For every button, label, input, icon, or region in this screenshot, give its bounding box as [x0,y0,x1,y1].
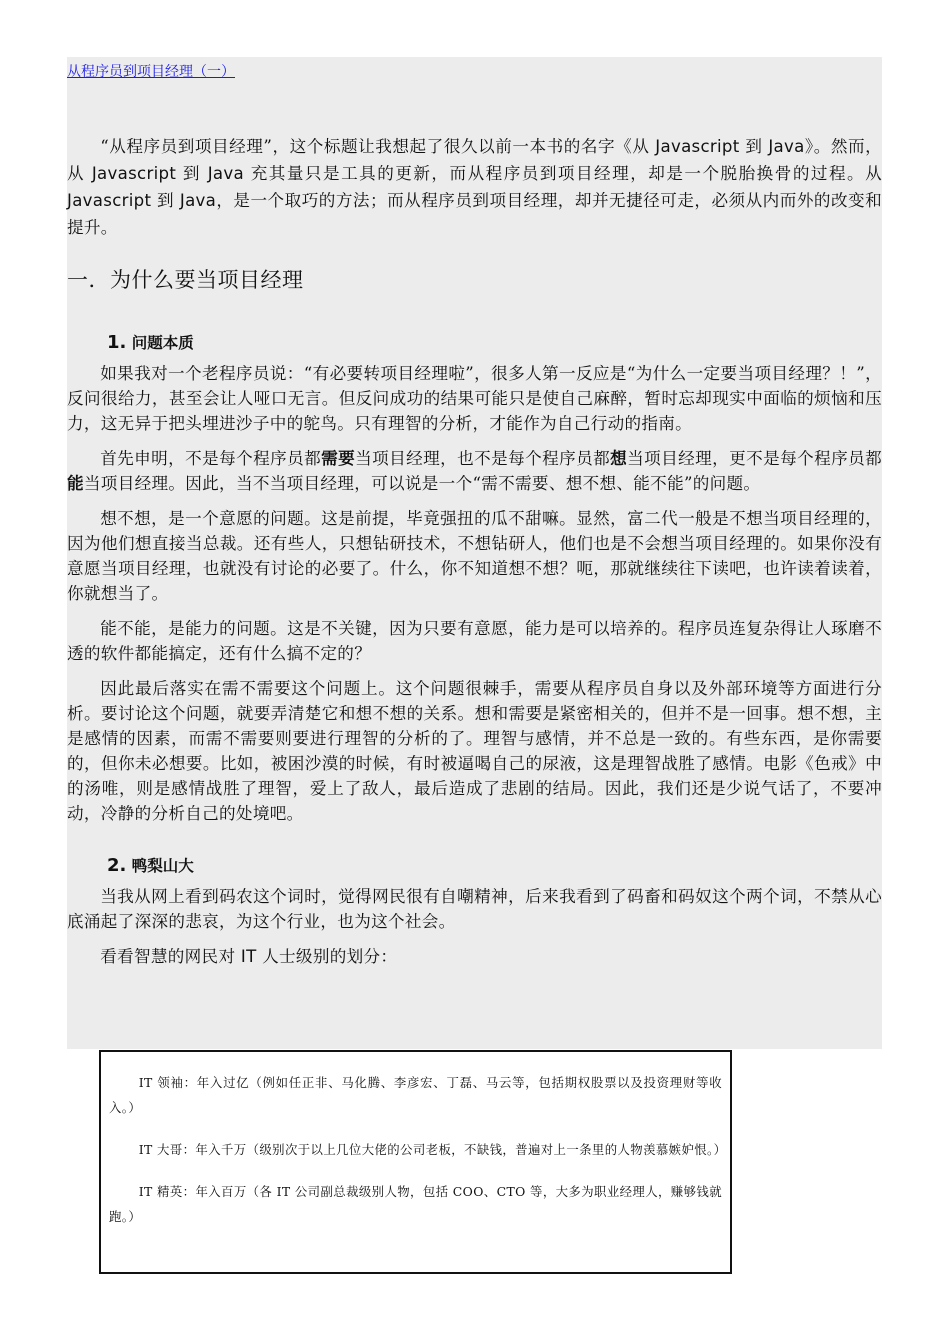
body-paragraph: 能不能，是能力的问题。这是不关键，因为只要有意愿，能力是可以培养的。程序员连复杂得让人琢磨不透的软件都能搞定，还有什么搞不定的？ [67,619,882,663]
quote-item: IT 精英：年入百万（各 IT 公司副总裁级别人物，包括 COO、CTO 等，大多为职业经理人，赚够钱就跑。） [109,1184,722,1224]
article-title-link[interactable]: 从程序员到项目经理（一） [67,64,235,80]
subsection-heading-2: 2. 鸭梨山大 [107,855,194,876]
subsection-heading-1: 1. 问题本质 [107,332,194,353]
it-level-quote-box [99,1050,732,1274]
body-paragraph: 看看智慧的网民对 IT 人士级别的划分： [100,947,398,966]
document-body [67,57,882,969]
body-paragraph: 因此最后落实在需不需要这个问题上。这个问题很棘手，需要从程序员自身以及外部环境等方面进行分析。要讨论这个问题，就要弄清楚它和想不想的关系。想和需要是紧密相关的，但并不是一回事。想不想，主是感情的因素，而需不需要则要进行理智的分析的了。理智与感情，并不总是一致的。有些东西，是你需要的，但你未必想要。比如，被困沙漠的时候，有时被逼喝自己的尿液，这是理智战胜了感情。电影《色戒》中的汤唯，则是感情战胜了理智，爱上了敌人，最后造成了悲剧的结局。因此，我们还是少说气话了，不要冲动，冷静的分析自己的处境吧。 [67,679,882,823]
quote-item: IT 大哥：年入千万（级别次于以上几位大佬的公司老板，不缺钱，普遍对上一条里的人物羡慕嫉妒恨。） [138,1142,727,1157]
intro-paragraph: “从程序员到项目经理”，这个标题让我想起了很久以前一本书的名字《从 Javascript 到 Java》。然而，从 Javascript 到 Java 充其量只是工具的更新，而从程序员到项目经理，却是一个脱胎换骨的过程。从 Javascript 到 Java，是一个取巧的方法；而从程序员到项目经理，却并无捷径可走，必须从内而外的改变和提升。 [67,137,883,237]
body-paragraph: 如果我对一个老程序员说：“有必要转项目经理啦”，很多人第一反应是“为什么一定要当项目经理？！”，反问很给力，甚至会让人哑口无言。但反问成功的结果可能只是使自己麻醉，暂时忘却现实中面临的烦恼和压力，这无异于把头埋进沙子中的鸵鸟。只有理智的分析，才能作为自己行动的指南。 [67,364,882,433]
section-heading: 一．为什么要当项目经理 [67,268,304,292]
body-paragraph: 首先申明，不是每个程序员都需要当项目经理，也不是每个程序员都想当项目经理，更不是每个程序员都能当项目经理。因此，当不当项目经理，可以说是一个“需不需要、想不想、能不能”的问题。 [67,448,882,493]
quote-item: IT 领袖：年入过亿（例如任正非、马化腾、李彦宏、丁磊、马云等，包括期权股票以及投资理财等收入。） [109,1075,722,1115]
body-paragraph: 当我从网上看到码农这个词时，觉得网民很有自嘲精神，后来我看到了码畜和码奴这个两个词，不禁从心底涌起了深深的悲哀，为这个行业，也为这个社会。 [67,887,882,931]
body-paragraph: 想不想，是一个意愿的问题。这是前提，毕竟强扭的瓜不甜嘛。显然，富二代一般是不想当项目经理的，因为他们想直接当总裁。还有些人，只想钻研技术，不想钻研人，他们也是不会想当项目经理的。如果你没有意愿当项目经理，也就没有讨论的必要了。什么，你不知道想不想？呃，那就继续往下读吧，也许读着读着，你就想当了。 [67,509,882,603]
